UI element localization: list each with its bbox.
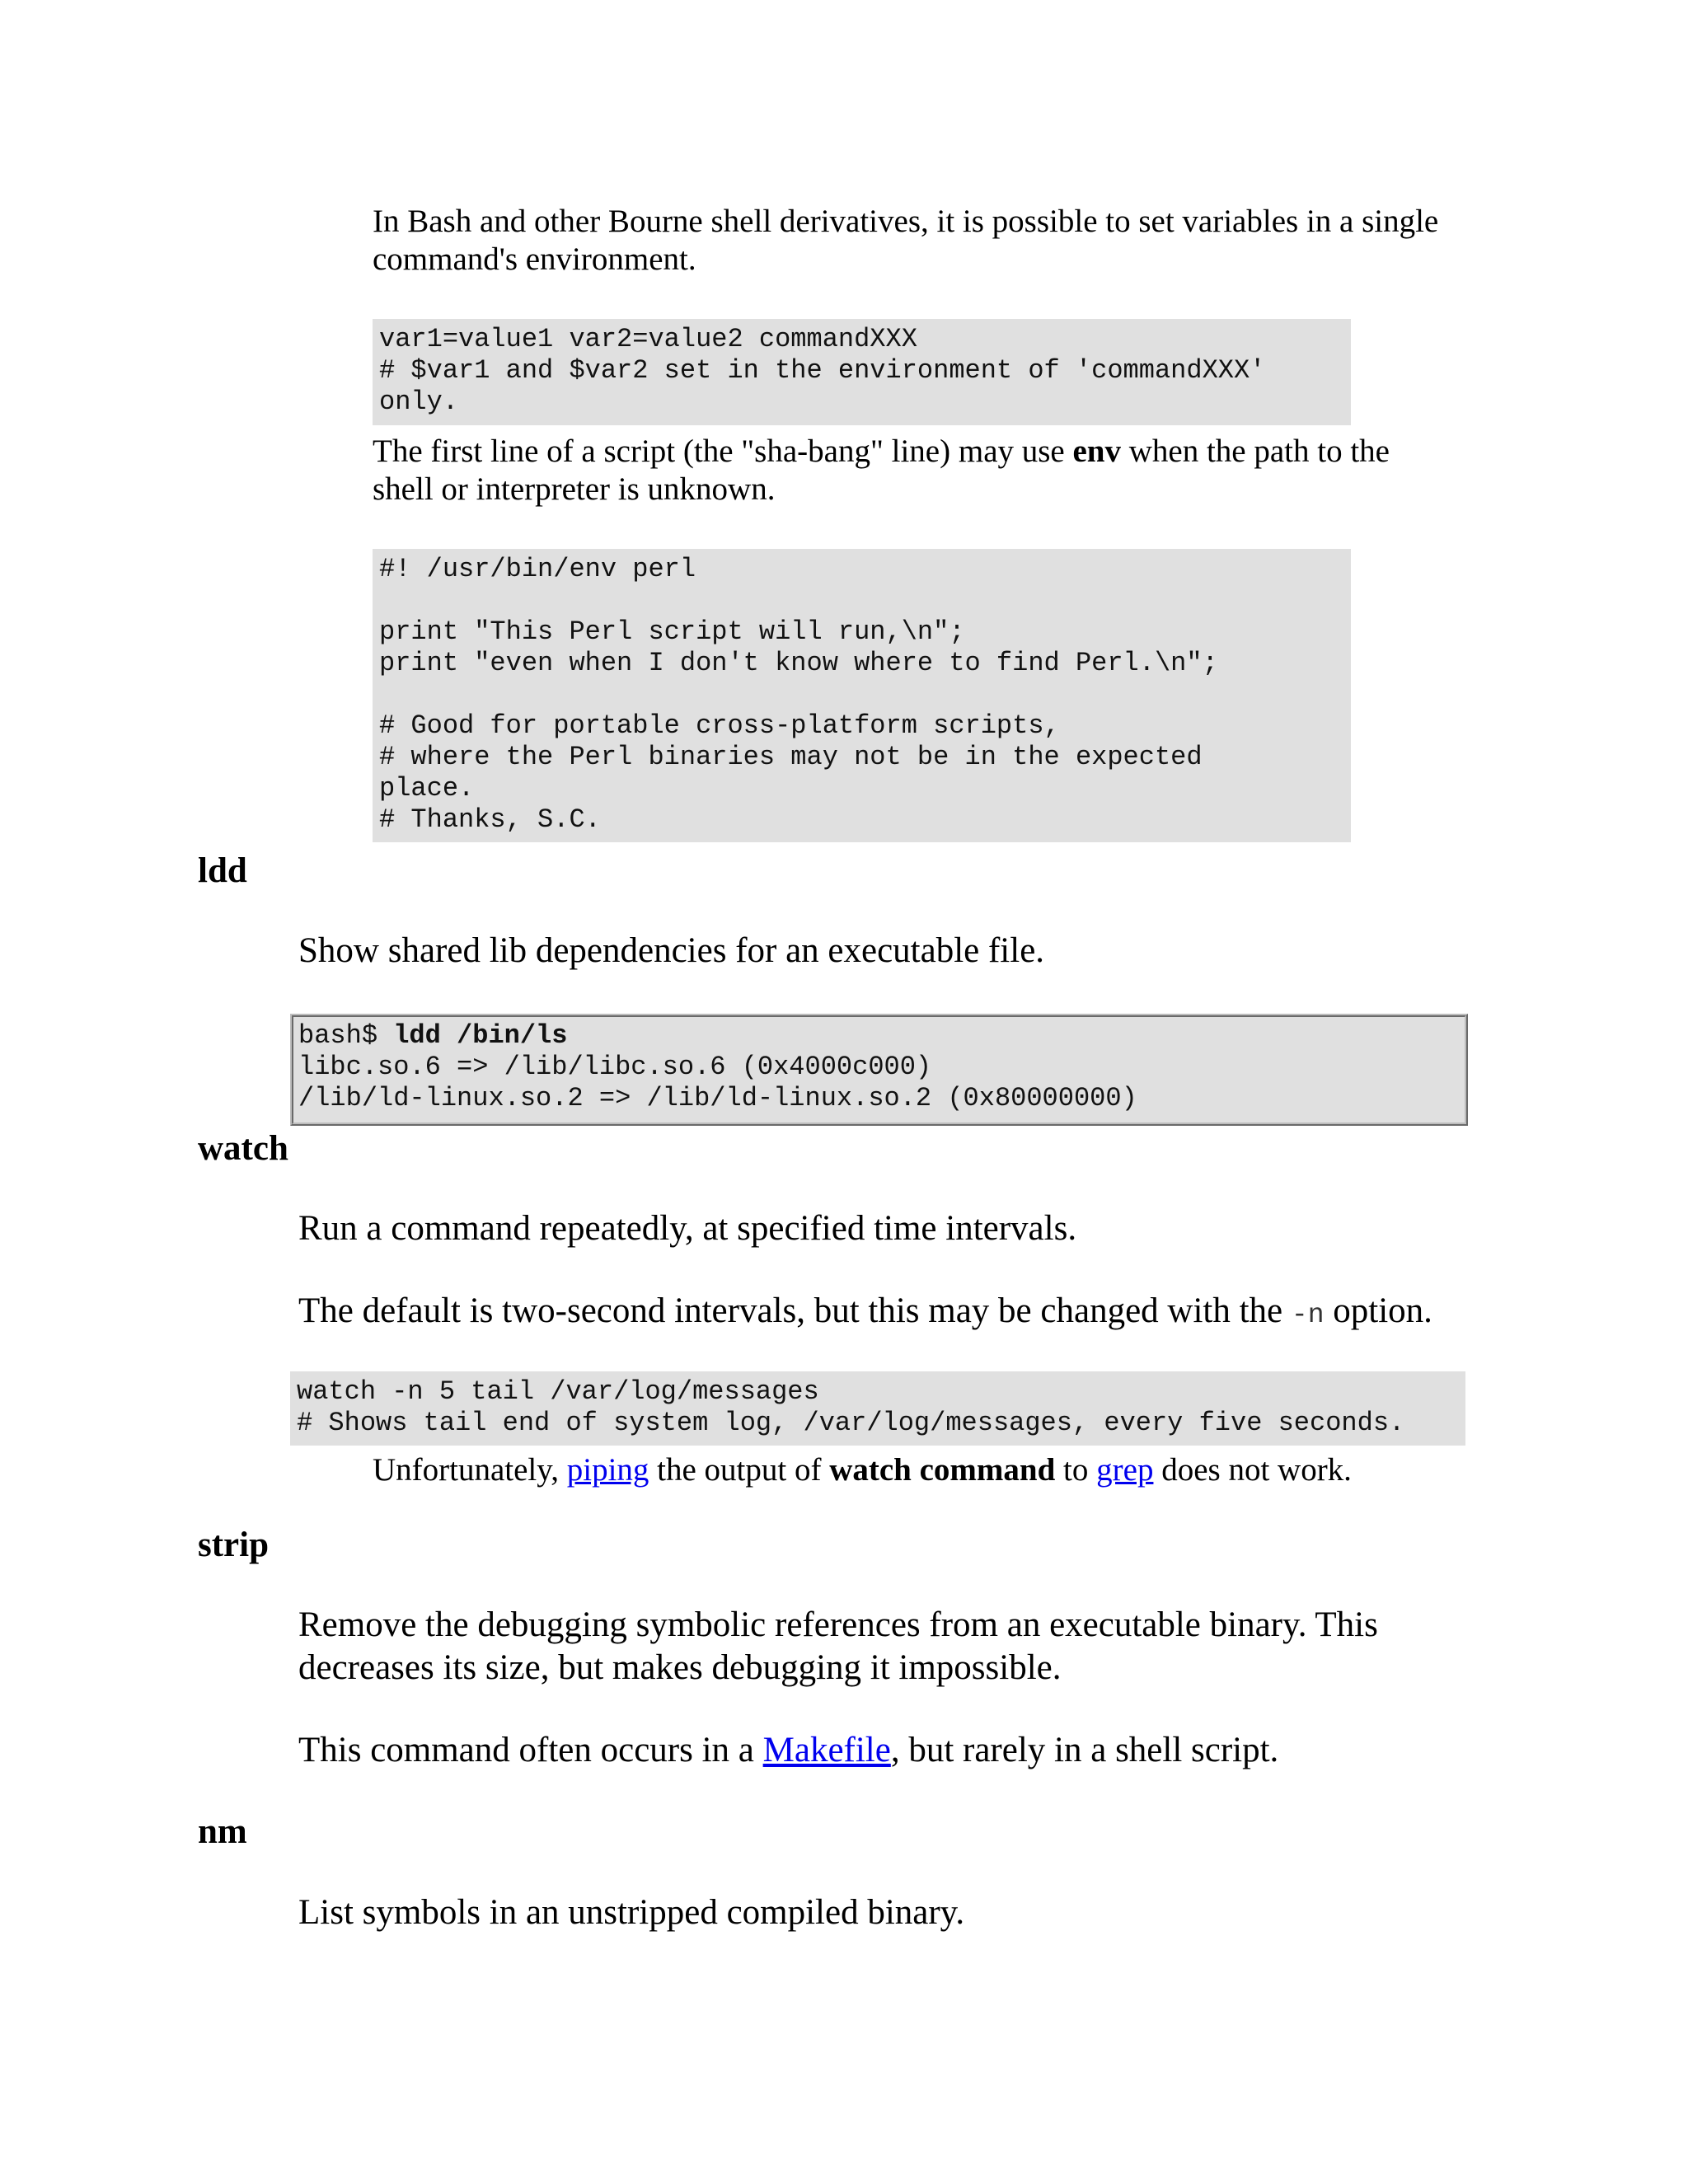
env-code2-line: print "even when I don't know where to find Perl.\n"; — [379, 648, 1218, 678]
watch-note-pre: Unfortunately, — [373, 1452, 567, 1488]
ldd-output-line-1: libc.so.6 => /lib/libc.so.6 (0x4000c000) — [298, 1052, 932, 1082]
watch-note-mid2: to — [1055, 1452, 1097, 1488]
env-code1-line: only. — [379, 387, 459, 417]
watch-command-bold: watch command — [829, 1452, 1056, 1488]
watch-note — [373, 1451, 1526, 1489]
env-intro-paragraph: In Bash and other Bourne shell derivatives, it is possible to set variables in a single command's environment. — [373, 204, 1439, 277]
watch-code-block — [290, 1371, 1465, 1446]
makefile-link[interactable]: Makefile — [762, 1731, 891, 1769]
shabang-text-post: when the path to the shell or interpreter is unknown. — [373, 434, 1390, 507]
watch-code-line: watch -n 5 tail /var/log/messages — [297, 1376, 819, 1407]
term-watch: watch — [198, 1129, 288, 1168]
env-code1-line: # $var1 and $var2 set in the environment of 'commandXXX' — [379, 355, 1266, 386]
nm-description: List symbols in an unstripped compiled binary. — [298, 1893, 965, 1932]
env-code2-line: place. — [379, 773, 475, 804]
env-code-block-1 — [373, 319, 1351, 425]
env-code2-line: # Good for portable cross-platform scripts, — [379, 710, 1060, 741]
ldd-code-block — [290, 1014, 1468, 1126]
shabang-text-pre: The first line of a script (the "sha-bang" line) may use — [373, 434, 1073, 469]
watch-description-2 — [298, 1290, 1658, 1337]
env-code-block-2 — [373, 549, 1351, 842]
env-keyword: env — [1072, 434, 1121, 469]
strip-description-2 — [298, 1729, 1535, 1772]
env-code2-line: # Thanks, S.C. — [379, 804, 601, 835]
watch-desc2-pre: The default is two-second intervals, but this may be changed with the — [298, 1291, 1292, 1330]
strip-desc2-post: , but rarely in a shell script. — [890, 1731, 1279, 1769]
watch-description-1: Run a command repeatedly, at specified time intervals. — [298, 1209, 1077, 1248]
env-code2-line: print "This Perl script will run,\n"; — [379, 616, 965, 647]
term-strip: strip — [198, 1526, 269, 1564]
watch-code-line: # Shows tail end of system log, /var/log/messages, every five seconds. — [297, 1408, 1405, 1438]
env-shabang-paragraph — [373, 433, 1444, 509]
watch-desc2-post: option. — [1324, 1291, 1432, 1330]
grep-link[interactable]: grep — [1096, 1452, 1154, 1488]
env-code1-line: var1=value1 var2=value2 commandXXX — [379, 324, 917, 354]
piping-link[interactable]: piping — [566, 1452, 649, 1488]
watch-note-post: does not work. — [1153, 1452, 1352, 1488]
ldd-output-line-2: /lib/ld-linux.so.2 => /lib/ld-linux.so.2 (0x80000000) — [298, 1083, 1137, 1113]
env-code2-line: # where the Perl binaries may not be in the expected — [379, 742, 1203, 772]
watch-n-option: -n — [1291, 1300, 1325, 1330]
strip-desc2-pre: This command often occurs in a — [298, 1731, 763, 1769]
ldd-description: Show shared lib dependencies for an executable file. — [298, 931, 1045, 970]
ldd-command: ldd /bin/ls — [393, 1020, 568, 1051]
env-code2-line: #! /usr/bin/env perl — [379, 554, 696, 584]
ldd-prompt: bash$ — [298, 1020, 394, 1051]
strip-description-1: Remove the debugging symbolic references from an executable binary. This decreases its size, but makes debugging it impossible. — [298, 1605, 1378, 1687]
term-nm: nm — [198, 1812, 247, 1851]
watch-note-mid1: the output of — [649, 1452, 830, 1488]
term-ldd: ldd — [198, 851, 247, 890]
